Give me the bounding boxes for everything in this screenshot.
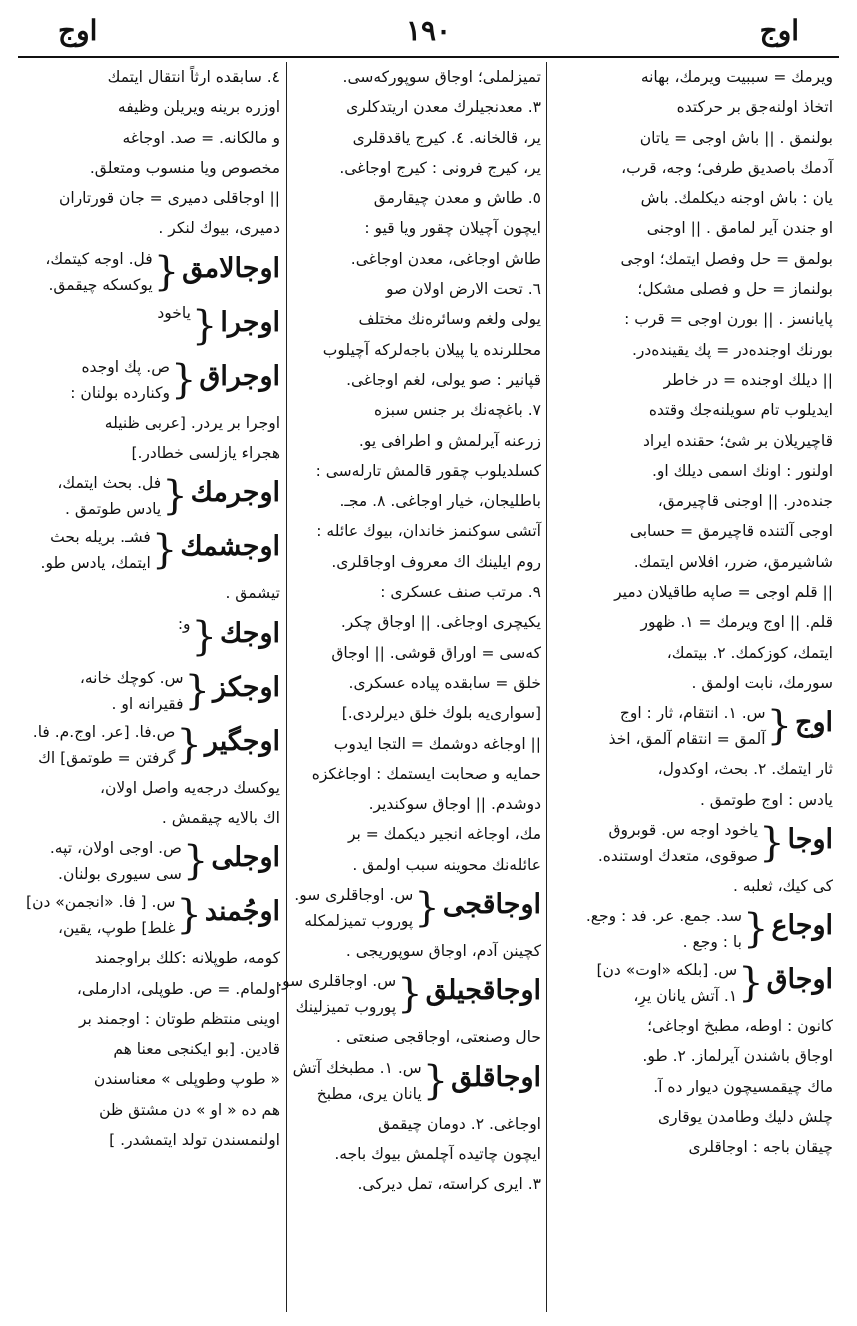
text-line: || اوجاقلى دميرى = جان قورتاران [59, 189, 280, 208]
text-line: ويرمك = سببيت ويرمك، بهانه [640, 68, 833, 86]
text-line: و: [177, 614, 191, 633]
entry-definition [551, 817, 758, 869]
text-line: خلق = سابقده پياده عسكرى. [348, 673, 541, 692]
text-line: با : وجع . [682, 933, 742, 952]
text-line: تيشمق . [225, 584, 280, 603]
text-line: حال وصنعتى، اوجاقجى صنعتى . [336, 1028, 541, 1047]
text-line: ايچون چاتيده آچلمش بيوك باجه. [334, 1144, 541, 1163]
text-line: اوينى منتظم طوتان : اوجمند بر [78, 1009, 280, 1028]
text-line: يانان يرى، مطبخ [316, 1084, 422, 1103]
text-line: صوقوى، متعدك اوستنده‌. [597, 846, 759, 865]
text-line: كانون : اوطه، مطبخ اوجاغى؛ [647, 1017, 833, 1036]
column-right [551, 62, 833, 1312]
entry-definition [277, 968, 396, 1020]
brace-icon: { [184, 667, 210, 714]
text-line: س. ١. مطبخك آتش [292, 1058, 422, 1077]
text-line: [سوارى‌يه بلوك خلق ديرلردى.] [341, 704, 541, 723]
text-line: ص. پك اوجده [81, 357, 170, 376]
text-line: اوجرا بر يردر. [عربى ظنيله [104, 413, 280, 432]
text-line: اوجاق باشندن آيرلماز. ٢. طو. [642, 1047, 833, 1066]
text-line: « طوپ وطوپلى » معناسندن [93, 1070, 280, 1089]
brace-icon: { [738, 960, 764, 1007]
dictionary-entry [551, 700, 833, 752]
text-line: تميزلملى؛ اوجاق سوپوركه‌سى. [342, 68, 541, 86]
text-line: قلم. || اوج ويرمك = ١. ظهور [640, 613, 833, 632]
text-line: كسلديلوب چقور قالمش تارله‌سى : [315, 461, 541, 480]
text-line: ٣. معدنجيلرك معدن اريتدكلرى [346, 98, 541, 117]
entry-headword: اوجالامق [182, 252, 280, 284]
text-line: مك، اوجاغه انجير ديكمك = بر [347, 825, 541, 844]
text-line: فقيرانه او . [111, 694, 184, 713]
text-line: شاشيرمق، ضرر، افلاس ايتمك. [633, 552, 833, 571]
entry-definition [22, 835, 182, 887]
text-line: يوكسكه چيقمق. [48, 275, 153, 294]
entry-definition [22, 524, 151, 576]
page-number: ١٩٠ [405, 14, 452, 47]
brace-icon: { [182, 838, 209, 885]
text-line: زرعنه آيرلمش و اطرافى يو. [358, 431, 541, 450]
text-line: بورنك اوجنده‌در = پك يقينده‌در. [631, 340, 833, 359]
dictionary-entry [22, 719, 280, 771]
column-divider [546, 62, 547, 1312]
entry-headword: اوجاقجيلق [425, 975, 541, 1007]
entry-headword: اوجاق [766, 964, 833, 996]
text-line: ١. آتش يانان يرِ، [633, 987, 738, 1006]
text-line: پوروب تميزلمكله [304, 912, 414, 931]
text-line: ماك چيقمسيچون ديوار ده آ. [653, 1077, 833, 1096]
entry-headword: اوجاع [771, 910, 833, 942]
text-line: كچينن آدم، اوجاق سوپوريجى . [345, 942, 541, 961]
entry-definition [551, 700, 766, 752]
text-line: ص.فا. [عر. اوج.م. فا. [32, 722, 176, 741]
brace-icon: { [176, 892, 202, 939]
entry-headword: اوجُمند [204, 896, 280, 928]
text-line: حمايه و صحابت ايستمك : اوجاغكزه [311, 764, 541, 783]
text-line: جنده‌در. || اوجنى قاچيرمق، [657, 492, 833, 511]
text-line: وكنارده بولنان : [70, 383, 170, 402]
entry-definition [551, 957, 737, 1009]
text-line: س. كوچك خانه، [79, 668, 184, 687]
text-line: || ديلك اوجنده = در خاطر [663, 370, 833, 389]
text-line: فشـ. بريله بحث [50, 528, 151, 547]
text-line: پايانسز . || بورن اوجى = قرب : [624, 310, 833, 329]
text-line: ير، كيرج فرونى : كيرج اوجاغى. [339, 158, 541, 177]
text-line: اولنور : اونك اسمى ديلك او. [651, 461, 833, 480]
text-line: اوزره برينه ويريلن وظيفه [117, 98, 280, 117]
text-line: ٥. طاش و معدن چيقارمق [373, 189, 541, 208]
text-line: س. اوجاقلرى سو. [277, 972, 397, 991]
entry-headword: اوجراق [199, 360, 280, 392]
text-line: آدمك باصديق طرفى؛ وجه، قرب، [621, 158, 833, 177]
entry-headword: اوجرا [220, 306, 280, 338]
text-line: كى كيك، ثعلبه . [732, 876, 833, 895]
dictionary-entry [22, 300, 280, 352]
brace-icon: { [191, 613, 217, 660]
dictionary-entry [22, 524, 280, 576]
entry-headword: اوجك [220, 617, 280, 649]
text-line: يولى ولغم وسائره‌نك مختلف [358, 310, 541, 329]
column-divider [286, 62, 287, 1312]
text-line: آتشى سوكنمز خاندان، بيوك عائله : [316, 522, 541, 541]
text-line: يوكسك درجه‌يه واصل اولان، [100, 778, 280, 797]
text-line: قپانير : صو يولى، لغم اوجاغى. [346, 370, 541, 389]
dictionary-entry [551, 817, 833, 869]
dictionary-entry [22, 354, 280, 406]
dictionary-entry [22, 470, 280, 522]
entry-headword: اوجاقلق [451, 1061, 541, 1093]
text-line: اتخاذ اولنه‌جق بر حركتده [676, 98, 833, 117]
page-header [18, 12, 839, 52]
column-middle [277, 62, 541, 1312]
text-line: اوجاغى. ٢. دومان چيقمق [378, 1114, 541, 1133]
brace-icon: { [422, 1057, 449, 1104]
header-left-guide-word: اوج [58, 14, 98, 47]
entry-definition [22, 470, 161, 522]
text-line: س. اوجاقلرى سو. [294, 886, 414, 905]
text-line: ٤. سابقده ارثاً انتقال ايتمك [107, 68, 280, 86]
text-line: ايتمك، يادس طو. [40, 554, 151, 573]
text-line: محللرنده يا پيلان باجه‌لركه آچيلوب [322, 340, 541, 359]
text-line: روم ايلينك اك معروف اوجاقلرى. [331, 552, 541, 571]
entry-headword: اوجرمك [190, 477, 280, 509]
text-line: گرفتن = طوتمق] اك [38, 748, 176, 767]
text-line: و مالكانه. = صد. اوجاغه [122, 128, 280, 147]
brace-icon: { [766, 703, 793, 750]
dictionary-entry [551, 957, 833, 1009]
brace-icon: { [397, 971, 423, 1018]
brace-icon: { [162, 473, 188, 520]
text-line: اوجى آلتنده قاچيرمق = حسابى [629, 522, 833, 541]
text-line: بولمق = حل وفصل ايتمك؛ اوجى [620, 249, 833, 268]
brace-icon: { [176, 721, 202, 768]
dictionary-entry [22, 611, 280, 663]
text-line: عائله‌نك محوينه سبب اولمق . [352, 855, 541, 874]
entry-headword: اوجاقجى [442, 889, 541, 921]
text-line: سورمك، نابت اولمق . [691, 673, 833, 692]
entry-definition [22, 719, 175, 771]
text-line: || قلم اوجى = صاپه طاقيلان دمير [614, 583, 833, 602]
entry-definition [22, 354, 170, 406]
text-line: فل. بحث ايتمك، [57, 474, 162, 493]
entry-headword: اوجگير [204, 725, 280, 757]
text-line: سى سيورى بولنان. [58, 865, 182, 884]
dictionary-entry [22, 835, 280, 887]
text-line: طاش اوجاغى، معدن اوجاغى. [350, 249, 541, 268]
text-line: يان : باش اوجنه ديكلمك. باش [640, 189, 833, 208]
text-line: ٧. باغچه‌نك بر جنس سبزه [373, 401, 541, 420]
text-line: كومه، طوپلانه :كلك براوجمند [94, 949, 280, 968]
text-line: ايديلوب تام سويلنه‌جك وقتده [648, 401, 833, 420]
brace-icon: { [151, 527, 178, 574]
text-line: فل. اوجه كيتمك، [45, 249, 153, 268]
entry-headword: اوج [795, 707, 833, 739]
text-line: چيقان باجه : اوجاقلرى [688, 1138, 833, 1157]
column-left [22, 62, 280, 1312]
dictionary-entry [22, 246, 280, 298]
dictionary-entry [22, 665, 280, 717]
brace-icon: { [191, 302, 218, 349]
text-line: سد. جمع. عر. فد : وجع. [585, 907, 742, 926]
brace-icon: { [742, 906, 769, 953]
text-line: پوروب تميزلينك [295, 998, 397, 1017]
text-line: س. ١. انتقام، ثار : اوج [619, 704, 766, 723]
text-line: ياخود اوجه س. قوبروق [608, 820, 759, 839]
text-line: قادين. [بو ايكنجى معنا هم [113, 1040, 280, 1059]
text-line: || اوجاغه دوشمك = التجا ايدوب [333, 734, 541, 753]
text-line: قاچيريلان بر شئ؛ حقنده ايراد [642, 431, 833, 450]
text-line: دميرى، بيوك لنكر . [158, 219, 280, 238]
text-line: ير، قالخانه. ٤. كيرج ياقدقلرى [352, 128, 541, 147]
header-right-guide-word: اوج [759, 14, 799, 47]
entry-definition [22, 300, 191, 326]
text-line: ٣. ايرى كراسته، تمل ديركى. [357, 1175, 541, 1194]
text-line: كه‌سى = اوراق قوشى. || اوجاق [331, 643, 541, 662]
text-line: ياخود [157, 303, 191, 322]
text-line: س. [بلكه «اوت» دن] [596, 961, 738, 980]
entry-headword: اوجشمك [180, 531, 280, 563]
text-line: ثار ايتمك. ٢. بحث، اوكدول، [657, 760, 833, 779]
text-line: ٦. تحت الارض اولان صو [385, 280, 541, 299]
entry-definition [22, 246, 153, 298]
text-line: او جندن آير لمامق . || اوجنى [646, 219, 833, 238]
text-line: يادس طوتمق . [65, 500, 162, 519]
entry-headword: اوجا [787, 823, 833, 855]
text-line: بولنماز = حل و فصلى مشكل؛ [637, 280, 833, 299]
text-line: ص. اوجى اولان، تپه. [49, 839, 182, 858]
text-line: ٩. مرتب صنف عسكرى : [380, 583, 541, 602]
text-line: ايچون آچيلان چقور ويا قيو : [364, 219, 541, 238]
entry-definition [22, 611, 191, 637]
entry-definition [22, 665, 184, 717]
text-line: اولنمسندن تولد ايتمشدر. ] [109, 1131, 280, 1150]
text-line: بولنمق . || باش اوجى = ياتان [639, 128, 833, 147]
text-line: هم ده « او » دن مشتق ظن [99, 1100, 280, 1119]
brace-icon: { [153, 248, 180, 295]
brace-icon: { [414, 885, 440, 932]
text-line: يكيچرى اوجاغى. || اوجاق چكر. [340, 613, 541, 632]
text-line: چلش دليك وطامدن يوقارى [657, 1108, 833, 1127]
brace-icon: { [170, 356, 197, 403]
dictionary-entry [293, 882, 541, 934]
text-line: ايتمك، كوزكمك. ٢. بيتمك، [666, 643, 833, 662]
entry-headword: اوجلى [211, 842, 280, 874]
text-line: اولمام. = ص. طوپلى، ادارملى، [76, 979, 280, 998]
entry-definition [551, 903, 742, 955]
entry-definition [293, 1055, 422, 1107]
brace-icon: { [759, 819, 785, 866]
dictionary-entry [22, 889, 280, 941]
text-line: س. [ فا. «انجمن» دن] [26, 893, 176, 912]
text-line: مخصوص ويا منسوب ومتعلق. [89, 158, 280, 177]
header-rule [18, 56, 839, 58]
entry-definition [293, 882, 413, 934]
text-line: اك بالايه چيقمش . [161, 808, 280, 827]
text-line: آلمق = انتقام آلمق، اخذ [608, 730, 766, 749]
text-line: دوشدم. || اوجاق سوكندير. [368, 795, 541, 814]
entry-headword: اوجكز [212, 671, 280, 703]
entry-definition [22, 889, 175, 941]
dictionary-entry [293, 1055, 541, 1107]
text-line: غلط] طوپ، يقين، [57, 919, 176, 938]
text-line: هجراء يازلسى خطادر.] [131, 444, 280, 463]
dictionary-entry [551, 903, 833, 955]
text-line: باطليجان، خيار اوجاغى. ٨. مجـ. [339, 492, 541, 511]
text-line: يادس : اوج طوتمق . [699, 790, 833, 809]
dictionary-entry [277, 968, 541, 1020]
